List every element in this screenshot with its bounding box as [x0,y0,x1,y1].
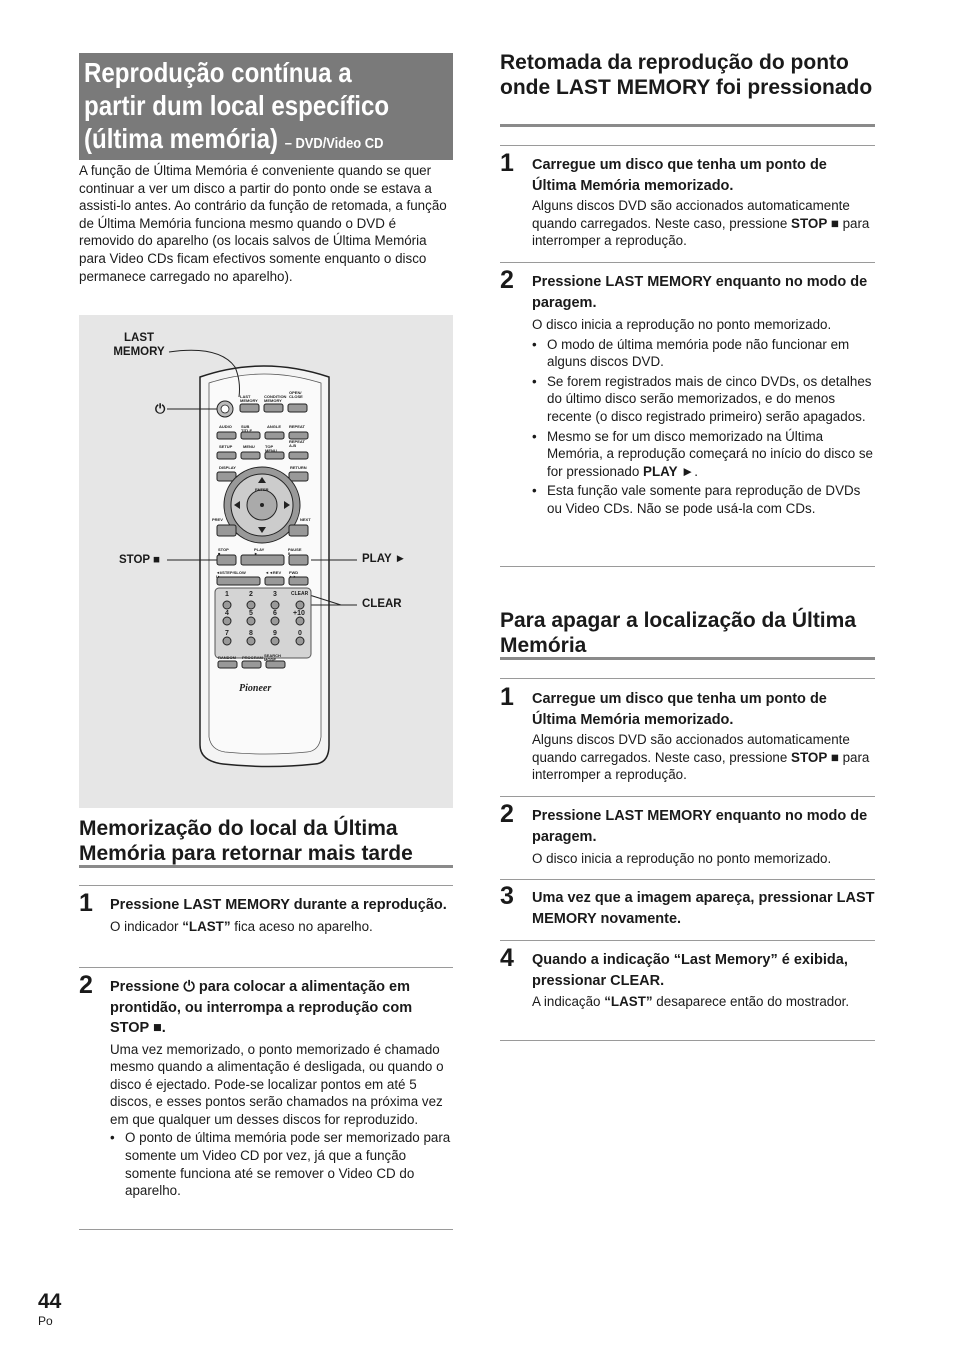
step-body [532,993,875,1011]
step-body [532,731,875,784]
section-rule [79,865,453,868]
step-heading: Pressione LAST MEMORY enquanto no modo de paragem. [532,274,868,311]
step-heading-text: para colocar a alimentação em prontidão, ou interrompa a reprodução com STOP ■. [110,979,413,1036]
remote-key-1: 1 [225,591,229,598]
remote-btn-setup: SETUP [219,444,233,449]
remote-btn-search-mode: SEARCH MODE [264,653,281,662]
step-body-text: fica aceso no aparelho. [230,918,373,934]
list-item: • O ponto de última memória pode ser memorizado para somente um Video CD por vez, já que a função somente funciona até se remover o Video CD do aparelho. [125,1129,453,1199]
section-heading-memorize: Memorização do local da Última Memória para retornar mais tarde [79,817,413,865]
list-item: • Esta função vale somente para reprodução de DVDs ou Video CDs. Não se pode usá-la com CDs. [547,482,875,517]
step-body-text: A indicação [532,994,605,1009]
resume-step-1-content [532,155,875,250]
page-title [84,56,400,160]
step-body [532,197,875,250]
step-body: Uma vez memorizado, o ponto memorizado é chamado mesmo quando a alimentação é desligada, ou quando o disco é ejectado. Pode-se localizar pontos em até 5 discos, e esses pontos serão chamados na próxima vez em que qualquer um desses discos for reproduzido. [110,1041,444,1127]
power-icon: ⏻ [183,979,195,995]
page-title-sub: – DVD/Video CD [284,135,384,152]
list-item-text: Mesmo se for um disco memorizado na Última Memória, a reprodução começará no início do disco se for pressionado [547,428,874,479]
step-number: 1 [500,149,514,177]
divider [500,678,875,679]
step-number: 2 [500,800,514,828]
erase-step-1-content [532,689,875,784]
bullet-list [110,1129,453,1199]
remote-btn-rev: ◄◄REV [265,570,282,575]
remote-key-7: 7 [225,630,229,637]
label-clear: CLEAR [362,598,402,610]
remote-key-4: 4 [225,610,229,617]
page-title-box [79,53,453,160]
step-body-bold: “LAST” [604,994,653,1009]
section-heading-resume: Retomada da reprodução do ponto onde LAST MEMORY foi pressionado [500,51,873,99]
remote-btn-fwd: FWD ►► [289,570,299,579]
step-heading: Carregue um disco que tenha um ponto de Última Memória memorizado. [532,157,827,194]
divider [79,885,453,886]
remote-key-6: 6 [273,610,277,617]
step-2-content [110,977,453,1200]
divider [500,940,875,941]
list-item: • Se forem registrados mais de cinco DVDs, os detalhes do último disco serão memorizados, e do menos recente (o disco registrado primeiro) serão apagados. [547,373,875,426]
divider [500,1040,875,1041]
step-number: 2 [79,971,93,999]
step-heading: Pressione LAST MEMORY durante a reprodução. [110,897,447,913]
step-number: 3 [500,882,514,910]
remote-btn-angle: ANGLE [267,424,281,429]
step-body-text: para interromper a reprodução. [532,215,870,249]
remote-btn-repeat-ab: REPEAT A-B [289,439,305,448]
step-1-content [110,895,453,935]
remote-key-3: 3 [273,591,277,598]
erase-step-3-content [532,888,875,929]
step-body-text: para interromper a reprodução. [532,749,870,783]
page-title-main: Reprodução contínua a partir dum local específico (última memória) [84,57,390,154]
bullet-list [532,336,875,518]
step-body: O disco inicia a reprodução no ponto memorizado. [532,851,832,866]
remote-btn-menu: MENU [243,444,255,449]
step-body [110,918,453,936]
remote-key-5: 5 [249,610,253,617]
section-rule [500,124,875,127]
step-number: 2 [500,266,514,294]
remote-key-clear: CLEAR [291,591,309,597]
step-number: 1 [500,683,514,711]
remote-key-2: 2 [249,591,253,598]
remote-btn-next: NEXT [300,517,311,522]
intro-paragraph: A função de Última Memória é conveniente quando se quer continuar a ver um disco a partir do ponto onde se estava a assisti-lo antes. Ao contrário da função de retomada, a função de Última Memória funciona mesmo quando o DVD é removido do aparelho (os locais salvos de Última Memória para Video CDs ficam efectivos somente enquanto o disco permanece carregado no aparelho). [79,163,447,284]
remote-btn-last-memory: LAST MEMORY [240,394,258,403]
remote-btn-open-close: OPEN/ CLOSE [289,390,303,399]
step-body-bold: STOP ■ [791,215,839,231]
remote-btn-play: PLAY ► [254,547,265,556]
step-heading: Quando a indicação “Last Memory” é exibida, pressionar CLEAR. [532,952,848,989]
remote-btn-repeat: REPEAT [289,424,305,429]
list-item [547,428,875,481]
step-heading: Uma vez que a imagem apareça, pressionar LAST MEMORY novamente. [532,890,875,927]
divider [500,566,875,567]
language-code: Po [38,1314,53,1328]
remote-btn-return: RETURN [290,465,307,470]
remote-btn-top-menu: TOP MENU [265,444,277,453]
step-heading: Pressione LAST MEMORY enquanto no modo de paragem. [532,808,868,845]
step-heading: Carregue um disco que tenha um ponto de Última Memória memorizado. [532,691,827,728]
divider [500,796,875,797]
remote-btn-program: PROGRAM [242,655,263,660]
section-heading-erase: Para apagar a localização da Última Memória [500,609,856,657]
step-heading [110,977,453,1039]
remote-key-8: 8 [249,630,253,637]
remote-btn-pause: PAUSE II [288,547,302,556]
step-body-text: Alguns discos DVD são accionados automaticamente quando carregados. Neste caso, pressione [532,732,850,765]
list-item: • O modo de última memória pode não funcionar em alguns discos DVD. [547,336,875,371]
step-body-bold: “LAST” [182,918,231,934]
divider [79,967,453,968]
step-number: 1 [79,889,93,917]
section-rule [500,657,875,660]
remote-btn-prev: PREV [212,517,223,522]
remote-btn-audio: AUDIO [219,424,232,429]
divider [500,145,875,146]
remote-key-0: 0 [298,630,302,637]
remote-key-plus10: +10 [293,610,305,617]
list-item-bold: PLAY ► [643,463,695,479]
label-play: PLAY ► [362,553,406,565]
step-body-text: Alguns discos DVD são accionados automaticamente quando carregados. Neste caso, pressione [532,198,850,231]
list-item-text: . [694,463,698,479]
erase-step-4-content [532,950,875,1011]
remote-btn-subtitle: SUB TITLE [241,424,253,433]
remote-btn-stop: STOP ■ [218,547,229,556]
remote-key-9: 9 [273,630,277,637]
remote-btn-step-slow: ◄I/STEP/SLOW I► [216,570,246,579]
remote-brand-logo: Pioneer [239,683,272,694]
step-body-text: O indicador [110,918,183,934]
label-last-memory: LAST MEMORY [113,332,165,358]
resume-step-2-content [532,272,875,518]
divider [79,1229,453,1230]
remote-btn-enter: ENTER [255,487,269,492]
remote-btn-display: DISPLAY [219,465,236,470]
step-body: O disco inicia a reprodução no ponto memorizado. [532,317,832,332]
erase-step-2-content [532,806,875,868]
step-body-text: desaparece então do mostrador. [652,994,850,1009]
label-stop: STOP ■ [119,554,161,566]
remote-btn-random: RANDOM [218,655,236,660]
label-power-icon: ⏻ [155,401,166,416]
divider [500,879,875,880]
step-heading-text: Pressione [110,979,184,995]
remote-figure [79,315,453,808]
page-number: 44 [38,1290,62,1313]
divider [500,262,875,263]
remote-btn-condition-memory: CONDITION MEMORY [264,394,287,403]
step-body-bold: STOP ■ [791,749,839,765]
step-number: 4 [500,944,514,972]
